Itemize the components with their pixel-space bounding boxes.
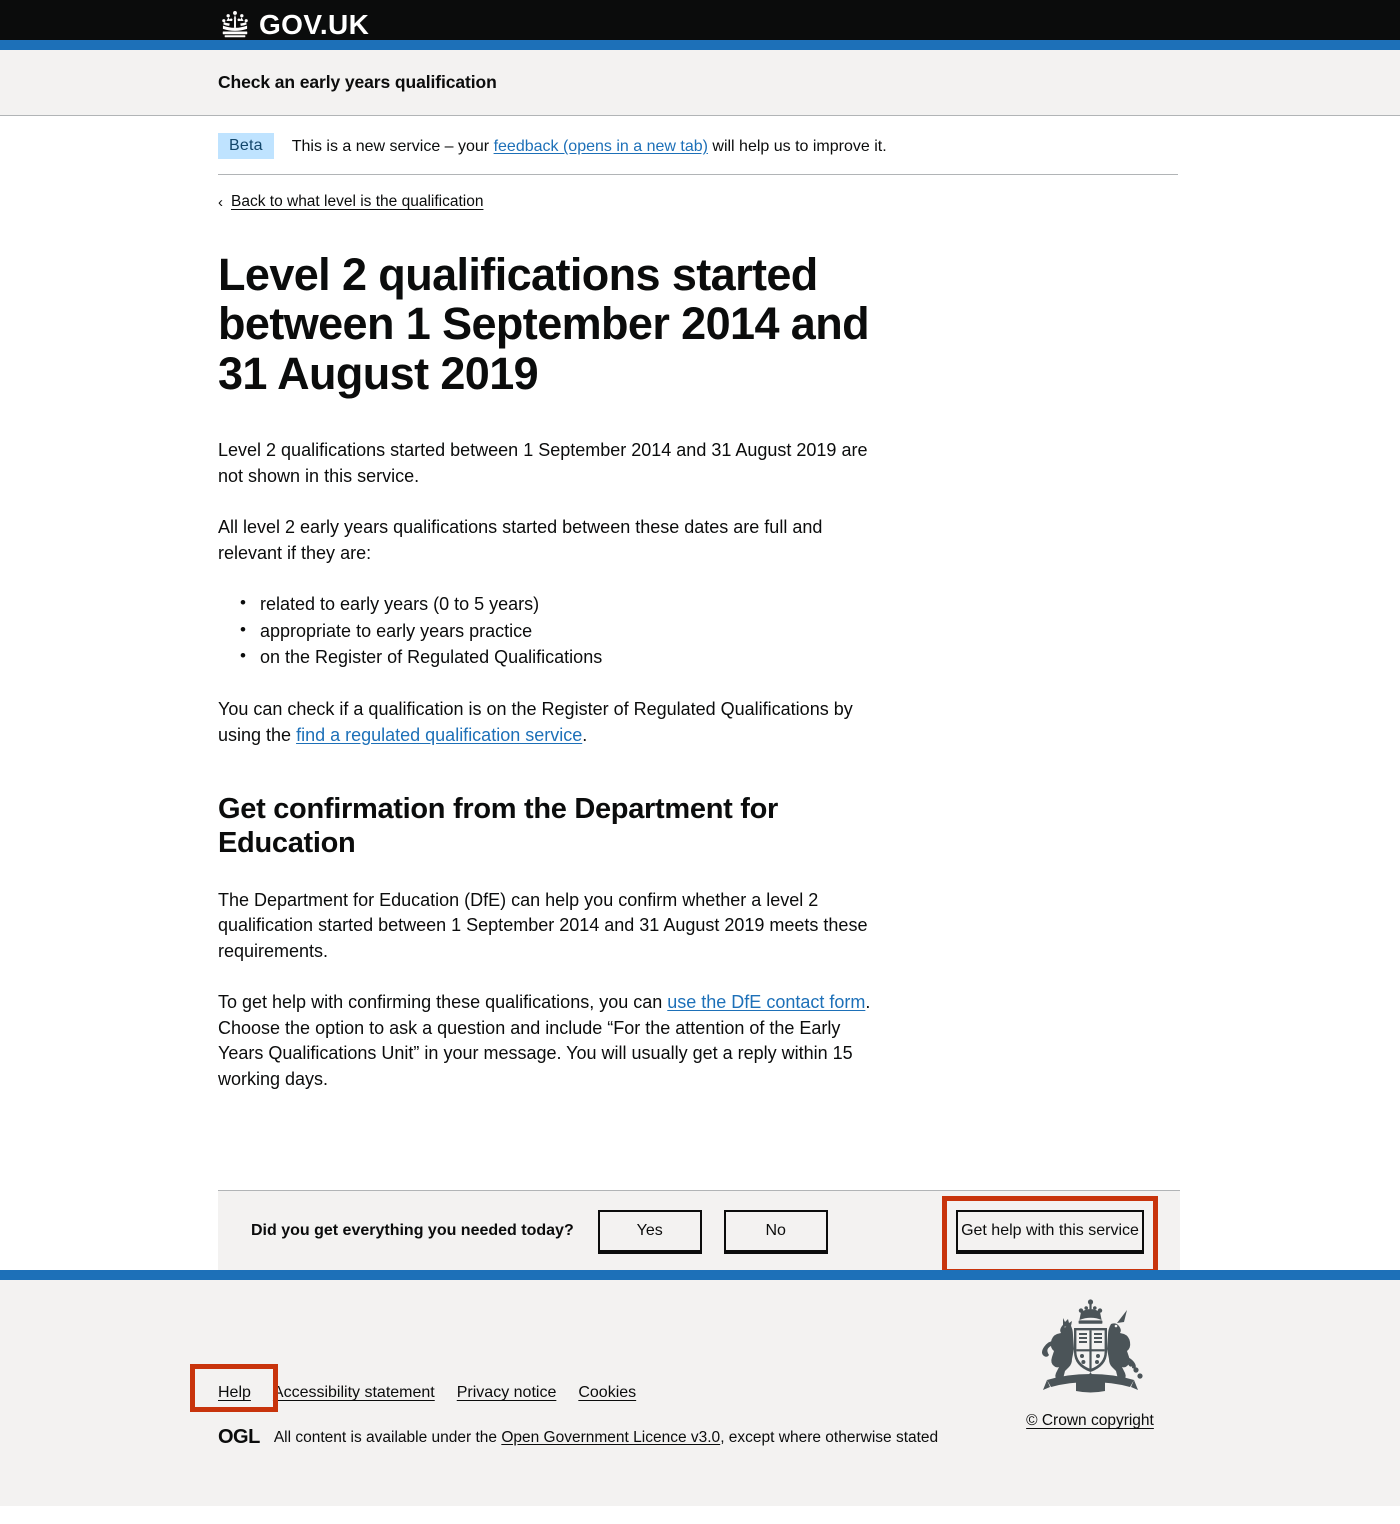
contact-text-before: To get help with confirming these qualifications, you can xyxy=(218,992,668,1013)
main-wrapper xyxy=(0,116,1400,1190)
register-text-after: . xyxy=(582,724,588,745)
footer-link-help[interactable]: Help xyxy=(218,1384,251,1402)
feedback-bar xyxy=(218,1190,1180,1270)
ogl-logo-icon: OGL xyxy=(218,1426,260,1449)
phase-banner-text xyxy=(292,133,887,158)
register-check-paragraph xyxy=(218,697,878,748)
list-item: • related to early years (0 to 5 years) xyxy=(240,592,878,618)
licence-text-after: , except where otherwise stated xyxy=(720,1428,939,1446)
feedback-question: Did you get everything you needed today? xyxy=(251,1221,574,1239)
crown-icon xyxy=(218,12,252,38)
dfe-contact-paragraph xyxy=(218,990,878,1092)
get-help-button[interactable]: Get help with this service xyxy=(956,1210,1144,1252)
footer-help-wrapper xyxy=(218,1384,273,1402)
licence-text xyxy=(274,1428,938,1448)
register-text-before: You can check if a qualification is on the Register of Regulated Qualifications by using the xyxy=(218,699,853,745)
get-help-wrapper xyxy=(942,1196,1158,1266)
footer-link-cookies[interactable]: Cookies xyxy=(578,1384,637,1402)
royal-coat-of-arms-icon xyxy=(1000,1296,1180,1404)
feedback-no-button[interactable]: No xyxy=(724,1210,828,1252)
crown-copyright-block xyxy=(1000,1296,1180,1430)
crown-copyright-link[interactable]: © Crown copyright xyxy=(1026,1412,1154,1430)
govuk-logo-text: GOV.UK xyxy=(259,9,370,40)
feedback-link[interactable]: feedback (opens in a new tab) xyxy=(493,138,708,155)
intro-paragraph: Level 2 qualifications started between 1 September 2014 and 31 August 2019 are not shown in this service. xyxy=(218,440,868,486)
open-government-licence-link[interactable]: Open Government Licence v3.0 xyxy=(501,1428,721,1446)
back-link[interactable] xyxy=(218,193,483,211)
criteria-list xyxy=(218,592,878,671)
licence-text-before: All content is available under the xyxy=(273,1428,502,1446)
phase-text-after: will help us to improve it. xyxy=(707,138,887,155)
dfe-contact-form-link[interactable]: use the DfE contact form xyxy=(667,992,866,1013)
list-item: • appropriate to early years practice xyxy=(240,619,878,645)
contact-text-after: . Choose the option to ask a question and include “For the attention of the Early Years Qualifications Unit” in your message. You will usually get a reply within 15 working days. xyxy=(218,992,871,1089)
criteria-intro-paragraph: All level 2 early years qualifications started between these dates are full and relevant if they are: xyxy=(218,517,823,563)
main-content xyxy=(218,212,878,1093)
phase-banner xyxy=(218,116,1178,175)
phase-text-before: This is a new service – your xyxy=(291,138,494,155)
footer-link-privacy-notice[interactable]: Privacy notice xyxy=(456,1384,557,1402)
back-link-label: Back to what level is the qualification xyxy=(231,193,484,211)
footer-link-accessibility-statement[interactable]: Accessibility statement xyxy=(272,1384,435,1402)
dfe-help-paragraph: The Department for Education (DfE) can help you confirm whether a level 2 qualification started between 1 September 2014 and 31 August 2019 meets these requirements. xyxy=(218,889,868,961)
page-title: Level 2 qualifications started between 1 September 2014 and 31 August 2019 xyxy=(218,248,869,399)
chevron-left-icon: ‹ xyxy=(218,193,223,211)
open-government-licence-row xyxy=(218,1426,938,1449)
service-name-link[interactable]: Check an early years qualification xyxy=(218,72,497,92)
find-regulated-qualification-link[interactable]: find a regulated qualification service xyxy=(296,724,583,745)
feedback-yes-button[interactable]: Yes xyxy=(598,1210,702,1252)
footer-links xyxy=(218,1384,658,1402)
govuk-logo-link[interactable] xyxy=(218,11,369,39)
govuk-header xyxy=(0,0,1400,50)
content-spacer xyxy=(218,1118,1400,1190)
service-name-bar xyxy=(0,50,1400,116)
govuk-footer xyxy=(0,1270,1400,1506)
section-title-dfe-confirmation: Get confirmation from the Department for Education xyxy=(218,793,778,860)
list-item: • on the Register of Regulated Qualifications xyxy=(240,645,878,671)
beta-tag: Beta xyxy=(218,133,274,159)
back-link-row xyxy=(218,175,1400,212)
